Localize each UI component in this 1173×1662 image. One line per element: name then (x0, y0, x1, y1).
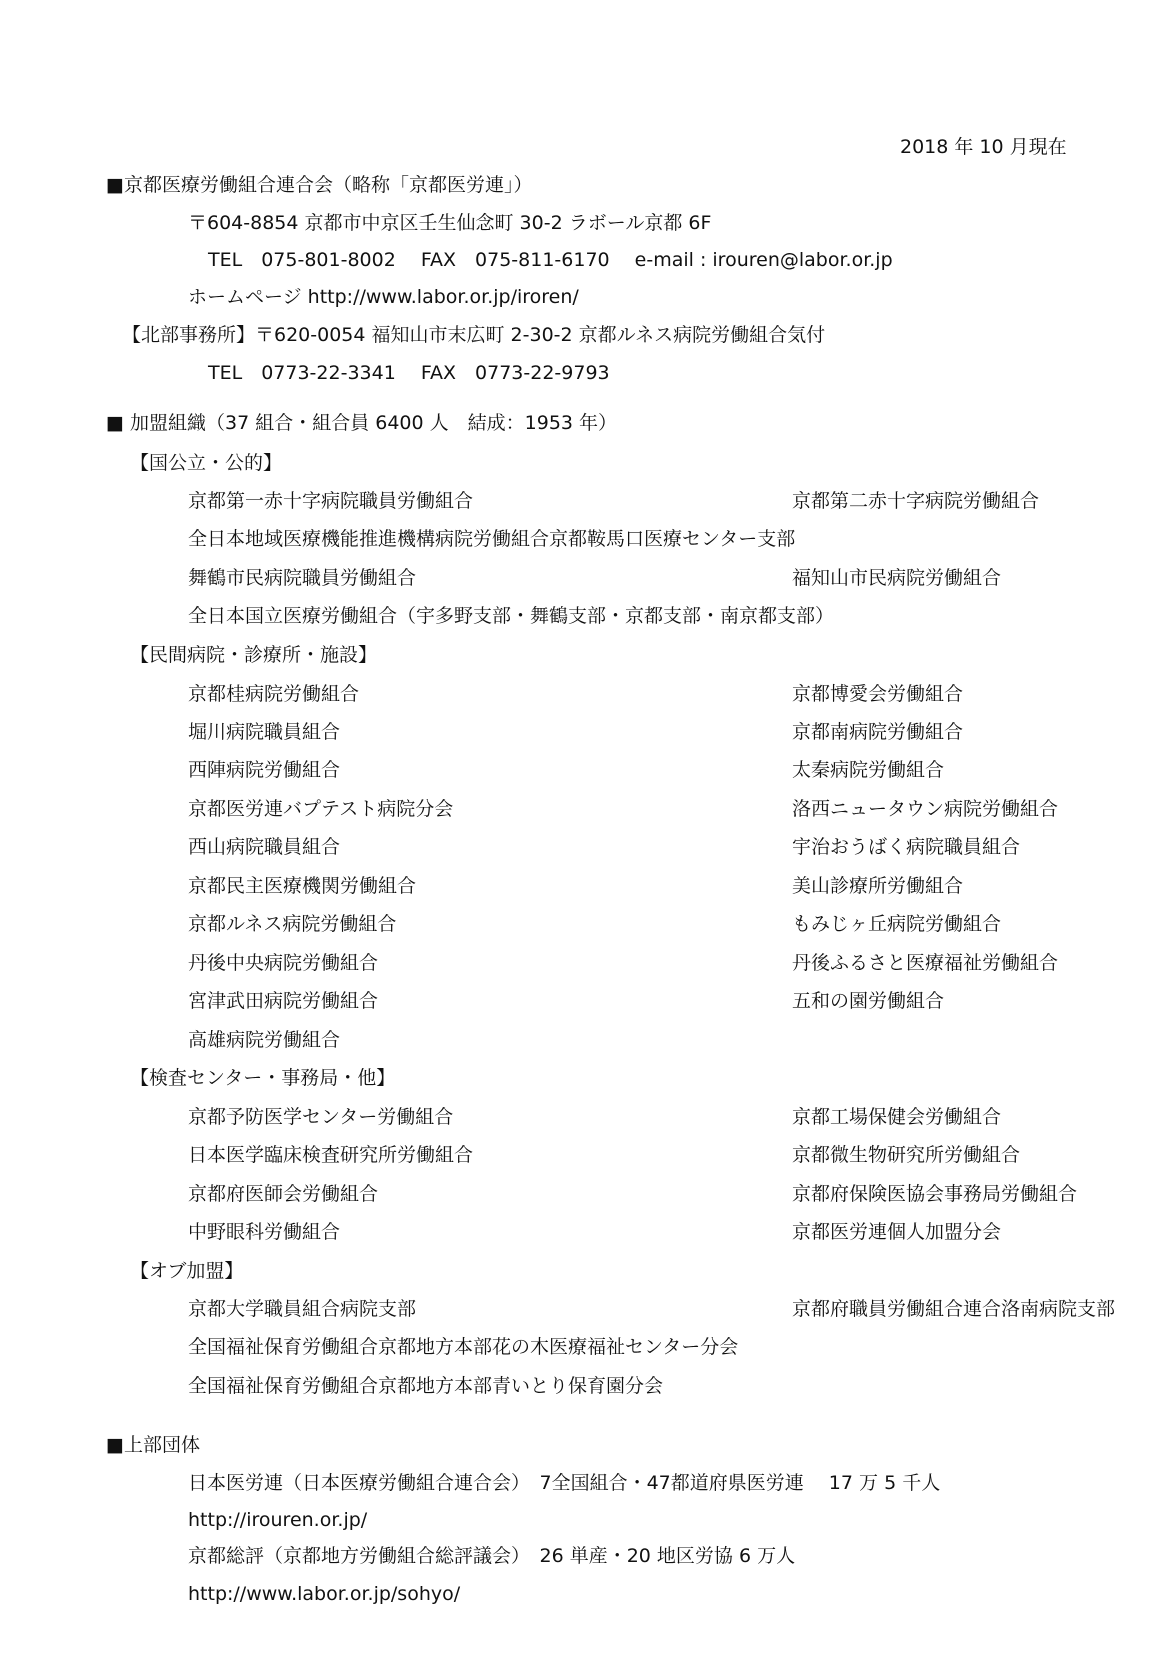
union-row (188, 951, 1059, 975)
union-row (188, 720, 964, 744)
org-homepage (188, 285, 579, 309)
union-name: 日本医学臨床検査研究所労働組合 (188, 1144, 474, 1166)
union-name: 京都第二赤十字病院労働組合 (792, 490, 1040, 512)
union-name: 舞鶴市民病院職員労働組合 (188, 567, 417, 589)
union-row (188, 1182, 1078, 1206)
union-row (188, 1143, 1021, 1167)
union-name: 京都大学職員組合病院支部 (188, 1298, 417, 1320)
section-heading-inspection: 【検査センター・事務局・他】 (130, 1067, 396, 1089)
affiliates-title: ■ 加盟組織（37 組合・組合員 6400 人 結成：1953 年） (106, 412, 618, 434)
union-name: 京都南病院労働組合 (792, 721, 964, 743)
north-contact: TEL 0773-22-3341 FAX 0773-22-9793 (208, 362, 610, 384)
union-name: 京都第一赤十字病院職員労働組合 (188, 490, 474, 512)
union-row (188, 682, 964, 706)
section-heading-observer: 【オブ加盟】 (130, 1260, 244, 1282)
union-name: 京都桂病院労働組合 (188, 683, 360, 705)
union-name: 京都医労連個人加盟分会 (792, 1221, 1002, 1243)
nihon-link[interactable]: http://irouren.or.jp/ (188, 1509, 368, 1531)
union-row (188, 797, 1059, 821)
union-name: 全国福祉保育労働組合京都地方本部花の木医療福祉センター分会 (188, 1336, 739, 1358)
union-name: 宇治おうばく病院職員組合 (792, 836, 1021, 858)
section-heading-private: 【民間病院・診療所・施設】 (130, 644, 378, 666)
homepage-label: ホームページ (188, 286, 302, 308)
union-row (188, 758, 945, 782)
union-row (188, 1105, 1002, 1129)
union-name: 京都ルネス病院労働組合 (188, 913, 397, 935)
org-address: 〒604-8854 京都市中京区壬生仙念町 30-2 ラボール京都 6F (188, 212, 712, 234)
union-name: 全日本地域医療機能推進機構病院労働組合京都鞍馬口医療センター支部 (188, 528, 796, 550)
union-name: 京都民主医療機関労働組合 (188, 875, 417, 897)
union-row (188, 1297, 1116, 1321)
kyoto-link[interactable]: http://www.labor.or.jp/sohyo/ (188, 1583, 461, 1605)
union-row (188, 989, 945, 1013)
document-date: 2018 年 10 月現在 (900, 136, 1067, 158)
union-name: 京都府医師会労働組合 (188, 1183, 379, 1205)
homepage-link[interactable]: http://www.labor.or.jp/iroren/ (307, 286, 579, 308)
union-name: 京都府職員労働組合連合洛南病院支部 (792, 1298, 1116, 1320)
north-office: 【北部事務所】〒620-0054 福知山市末広町 2-30-2 京都ルネス病院労働組合気付 (122, 324, 826, 346)
union-name: 西山病院職員組合 (188, 836, 341, 858)
union-name: 全国福祉保育労働組合京都地方本部青いとり保育園分会 (188, 1375, 664, 1397)
parent-nihon: 日本医労連（日本医療労働組合連合会） 7全国組合・47都道府県医労連 17 万 5 千人 (188, 1472, 941, 1494)
parent-kyoto: 京都総評（京都地方労働組合総評議会） 26 単産・20 地区労協 6 万人 (188, 1545, 796, 1567)
union-row (188, 1028, 340, 1052)
union-name: 美山診療所労働組合 (792, 875, 964, 897)
union-row (188, 912, 1002, 936)
section-heading-public: 【国公立・公的】 (130, 452, 283, 474)
union-name: 丹後中央病院労働組合 (188, 952, 379, 974)
union-name: 京都医労連バプテスト病院分会 (188, 798, 454, 820)
union-name: 京都予防医学センター労働組合 (188, 1106, 454, 1128)
union-name: 京都府保険医協会事務局労働組合 (792, 1183, 1078, 1205)
union-name: 宮津武田病院労働組合 (188, 990, 379, 1012)
union-row (188, 566, 1002, 590)
union-name: もみじヶ丘病院労働組合 (792, 913, 1002, 935)
parent-title: ■上部団体 (106, 1434, 200, 1456)
parent-nihon-url (188, 1508, 367, 1532)
union-name: 中野眼科労働組合 (188, 1221, 341, 1243)
union-name: 全日本国立医療労働組合（宇多野支部・舞鶴支部・京都支部・南京都支部） (188, 605, 835, 627)
union-name: 堀川病院職員組合 (188, 721, 341, 743)
union-row (188, 489, 1040, 513)
org-contact: TEL 075-801-8002 FAX 075-811-6170 e-mail : irouren@labor.or.jp (208, 249, 893, 271)
union-name: 太秦病院労働組合 (792, 759, 945, 781)
union-name: 京都工場保健会労働組合 (792, 1106, 1002, 1128)
union-name: 京都博愛会労働組合 (792, 683, 964, 705)
union-name: 丹後ふるさと医療福祉労働組合 (792, 952, 1059, 974)
union-name: 五和の園労働組合 (792, 990, 945, 1012)
union-name: 西陣病院労働組合 (188, 759, 341, 781)
union-name: 福知山市民病院労働組合 (792, 567, 1002, 589)
union-name: 京都微生物研究所労働組合 (792, 1144, 1021, 1166)
union-name: 高雄病院労働組合 (188, 1029, 341, 1051)
union-name: 洛西ニュータウン病院労働組合 (792, 798, 1059, 820)
union-row (188, 1220, 1002, 1244)
org-title: ■京都医療労働組合連合会（略称「京都医労連」） (106, 174, 533, 196)
union-row (188, 874, 964, 898)
parent-kyoto-url (188, 1582, 460, 1606)
union-row (188, 835, 1021, 859)
